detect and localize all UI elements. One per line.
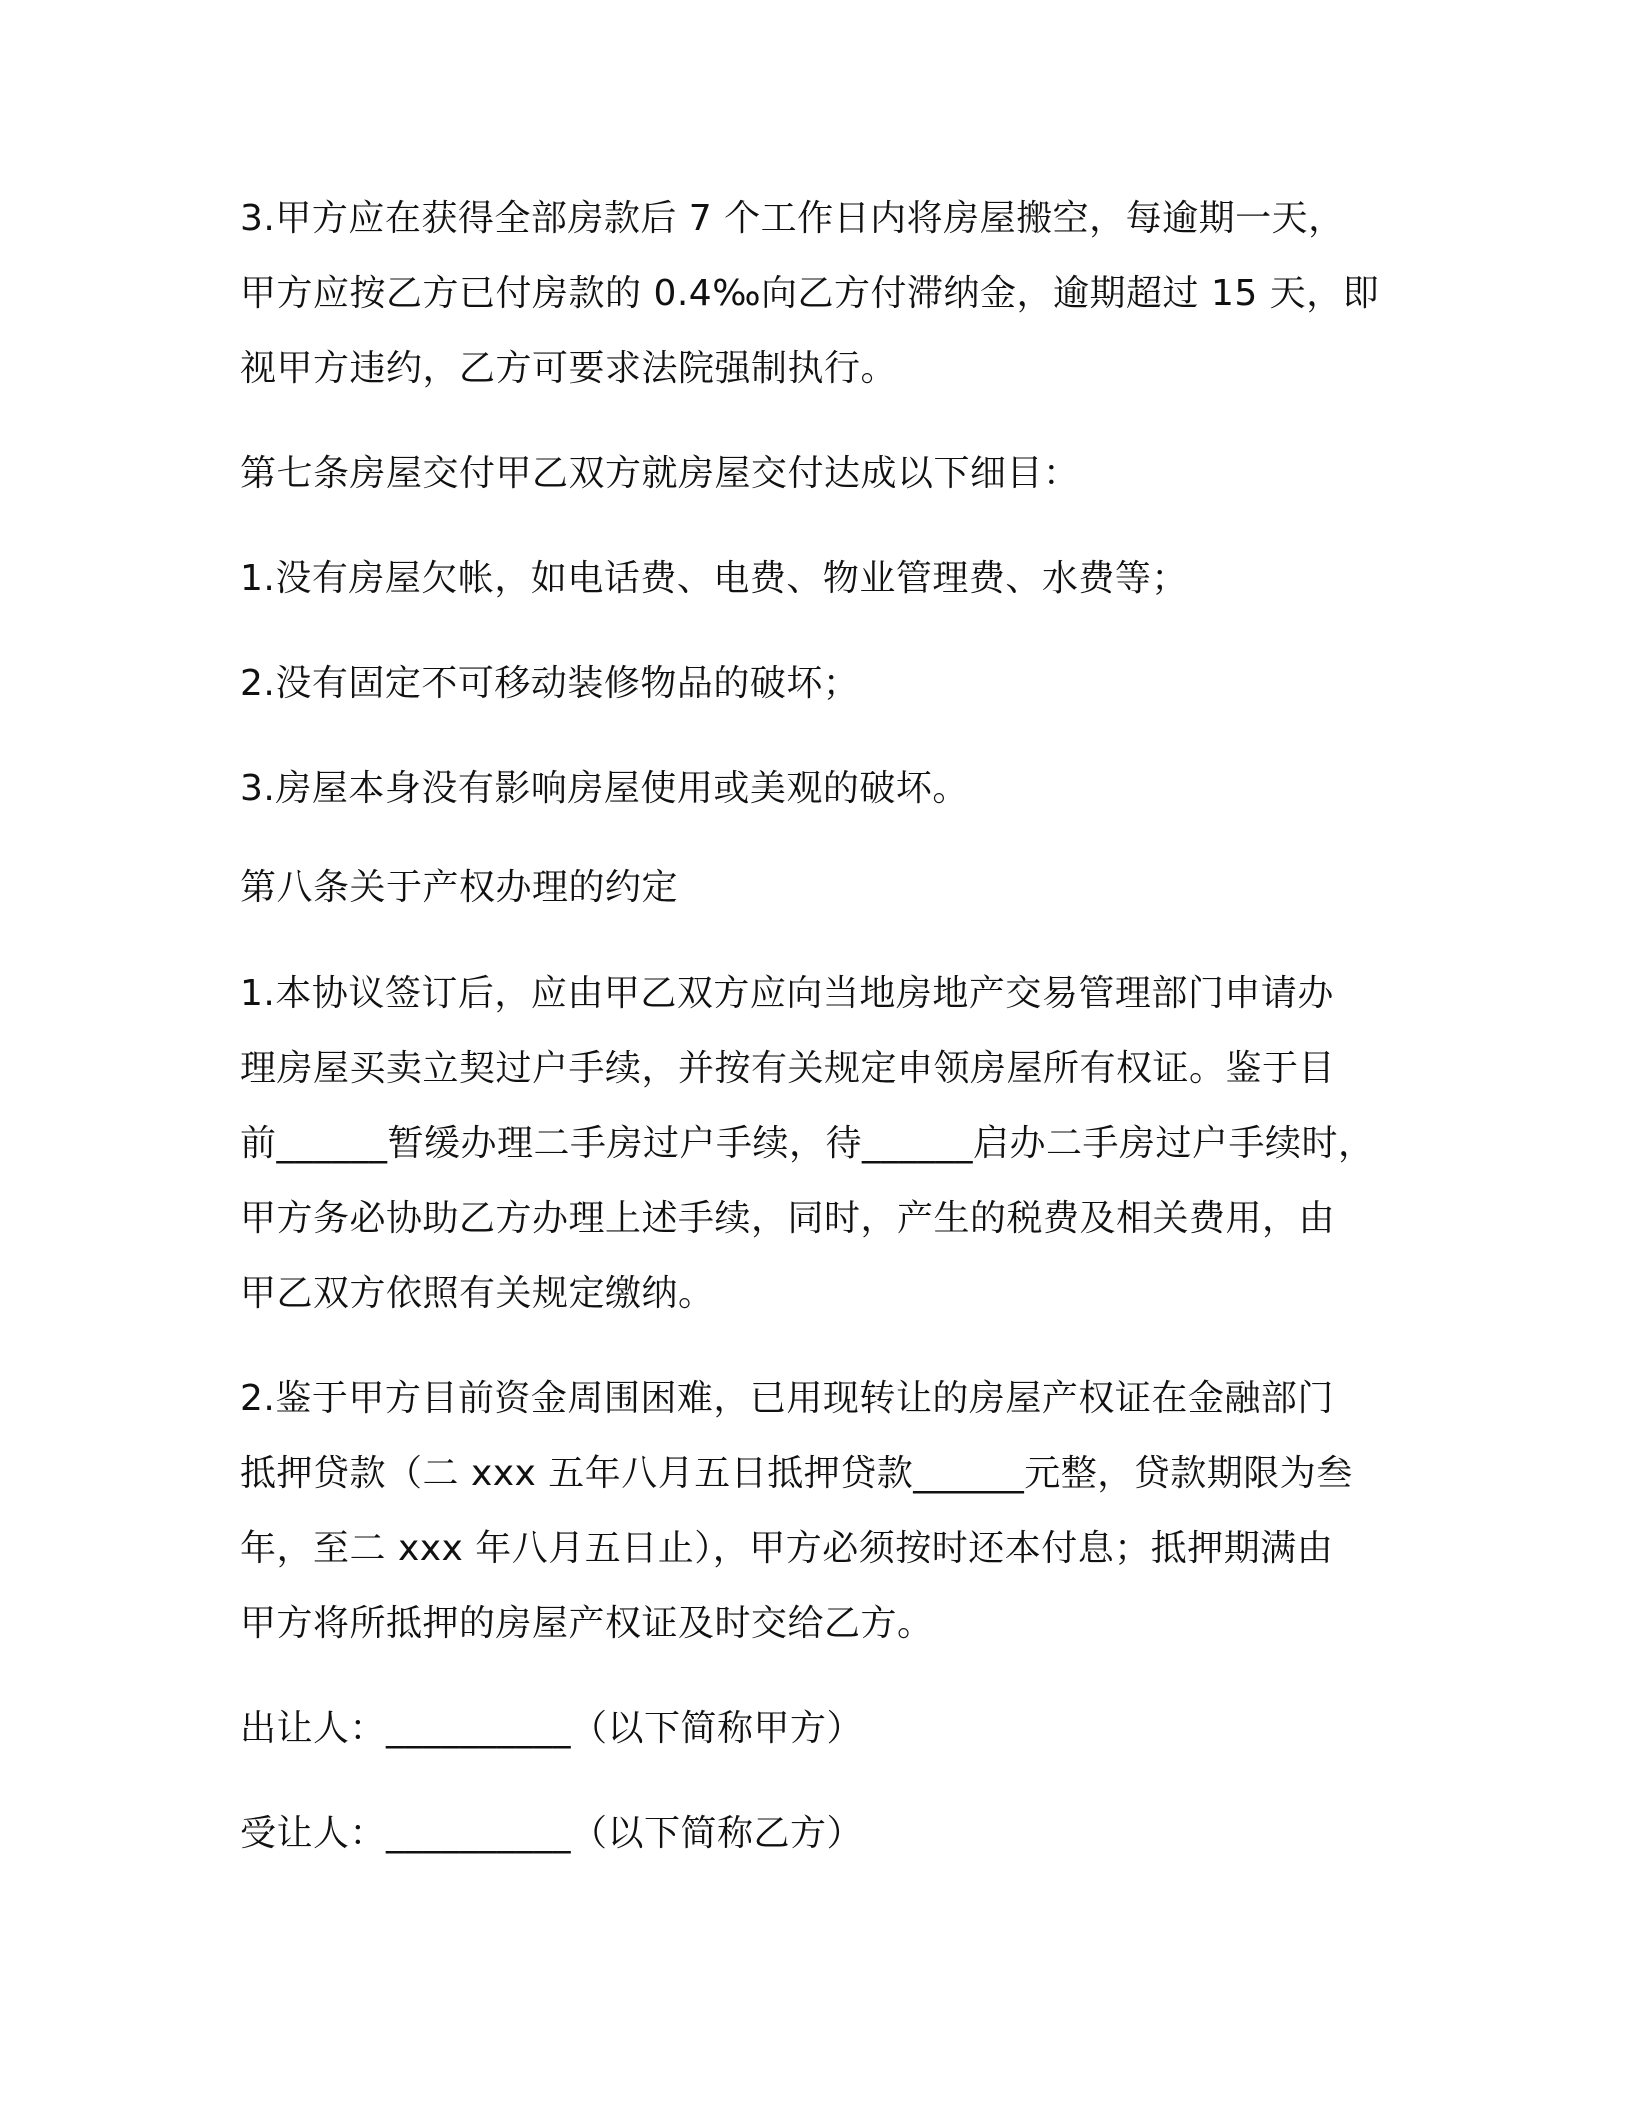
list-item: 1.没有房屋欠帐，如电话费、电费、物业管理费、水费等；	[240, 558, 1188, 599]
text-line: 1.本协议签订后，应由甲乙双方应向当地房地产交易管理部门申请办	[240, 973, 1334, 1014]
text-line: 甲乙双方依照有关规定缴纳。	[240, 1273, 715, 1314]
text-line: 抵押贷款（二 xxx 五年八月五日抵押贷款______元整，贷款期限为叁	[240, 1453, 1353, 1494]
text-line: 3.甲方应在获得全部房款后 7 个工作日内将房屋搬空，每逾期一天，	[240, 198, 1345, 239]
list-item: 3.房屋本身没有影响房屋使用或美观的破坏。	[240, 768, 969, 809]
text-line: 年，至二 xxx 年八月五日止），甲方必须按时还本付息；抵押期满由	[240, 1528, 1334, 1569]
text-line: 2.鉴于甲方目前资金周围困难，已用现转让的房屋产权证在金融部门	[240, 1378, 1334, 1419]
signature-line-transferee: 受让人：__________（以下简称乙方）	[240, 1813, 864, 1854]
text-line: 甲方应按乙方已付房款的 0.4‰向乙方付滞纳金，逾期超过 15 天，即	[240, 273, 1380, 314]
section-heading: 第七条房屋交付甲乙双方就房屋交付达成以下细目：	[240, 453, 1080, 494]
text-line: 理房屋买卖立契过户手续，并按有关规定申领房屋所有权证。鉴于目	[240, 1048, 1336, 1089]
list-item: 2.没有固定不可移动装修物品的破坏；	[240, 663, 860, 704]
section-heading: 第八条关于产权办理的约定	[240, 867, 679, 908]
signature-line-transferor: 出让人：__________（以下简称甲方）	[240, 1708, 864, 1749]
text-line: 甲方务必协助乙方办理上述手续，同时，产生的税费及相关费用，由	[240, 1198, 1336, 1239]
text-line: 前______暂缓办理二手房过户手续，待______启办二手房过户手续时，	[240, 1123, 1375, 1164]
text-line: 甲方将所抵押的房屋产权证及时交给乙方。	[240, 1603, 934, 1644]
text-line: 视甲方违约，乙方可要求法院强制执行。	[240, 348, 898, 389]
